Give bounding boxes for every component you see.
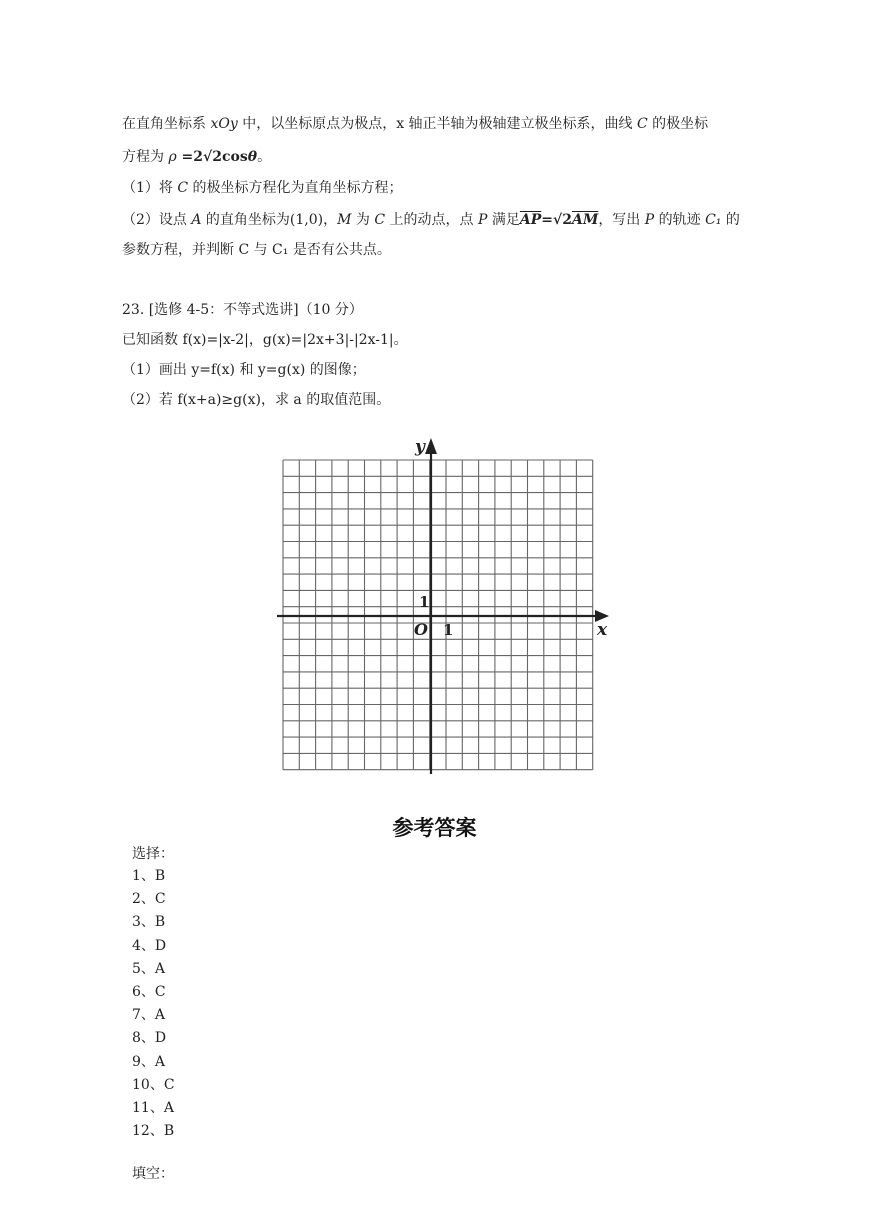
x-unit-label: 1 xyxy=(443,621,454,639)
answers-title: 参考答案 xyxy=(392,816,477,840)
answer-item: 4、D xyxy=(132,937,167,954)
vector-am: $\overline{AM}$ xyxy=(571,212,599,228)
origin-label: O xyxy=(414,620,428,639)
coordinate-grid xyxy=(265,432,615,782)
q23-heading: 23. [选修 4-5：不等式选讲]（10 分） xyxy=(122,302,363,318)
answer-item: 7、A xyxy=(132,1007,166,1024)
text: 。 xyxy=(257,149,272,165)
q22-intro-line xyxy=(122,114,708,134)
answer-item: 9、A xyxy=(132,1053,166,1070)
text: （1）将 xyxy=(122,180,178,196)
choice-heading: 选择： xyxy=(132,846,174,862)
text: ，写出 xyxy=(598,212,645,228)
text: 上的动点，点 xyxy=(385,212,478,228)
answer-item: 2、C xyxy=(132,891,166,908)
y-unit-label: 1 xyxy=(419,593,430,611)
text: 的极坐标方程化为直角坐标方程； xyxy=(188,180,403,196)
q22-equation-line xyxy=(122,147,271,167)
q23-part2: （2）若 f(x+a)≥g(x)，求 a 的取值范围。 xyxy=(122,392,391,408)
q22-part2-line2: 参数方程，并判断 C 与 C₁ 是否有公共点。 xyxy=(122,242,391,258)
answer-item: 3、B xyxy=(132,914,166,931)
q23-given: 已知函数 f(x)=|x-2|，g(x)=|2x+3|-|2x-1|。 xyxy=(122,332,408,348)
var-c: C xyxy=(374,212,386,228)
y-axis-label: y xyxy=(415,437,425,457)
var-p: P xyxy=(644,212,655,228)
y-axis-arrow-icon xyxy=(425,438,437,454)
answer-item: 6、C xyxy=(132,984,166,1000)
var-c: C xyxy=(177,180,189,196)
var-c1: C₁ xyxy=(705,212,722,228)
answer-item: 8、D xyxy=(132,1030,167,1047)
var-c: C xyxy=(637,116,648,132)
answer-item: 12、B xyxy=(132,1123,175,1140)
answer-item: 5、A xyxy=(132,960,166,977)
var-theta: θ xyxy=(247,149,258,165)
answer-item: 1、B xyxy=(132,868,166,884)
var-a: A xyxy=(191,212,202,228)
polar-equation: =2√2cos xyxy=(176,149,248,165)
q22-part2 xyxy=(122,210,740,230)
vector-relation: =√2 xyxy=(541,212,572,228)
var-xoy: xOy xyxy=(210,116,238,132)
fill-heading: 填空： xyxy=(132,1166,174,1182)
var-p: P xyxy=(478,212,488,228)
answer-item: 11、A xyxy=(132,1100,174,1116)
text: 满足 xyxy=(487,212,520,228)
text: 的轨迹 xyxy=(654,212,706,228)
text: 方程为 xyxy=(122,149,169,165)
x-axis-label: x xyxy=(597,620,608,640)
grid-lines xyxy=(283,460,593,770)
q22-part1 xyxy=(122,178,403,198)
answer-item: 10、C xyxy=(132,1076,175,1093)
var-rho: ρ xyxy=(168,149,177,165)
text: 的 xyxy=(721,212,740,228)
text: 在直角坐标系 xyxy=(122,116,211,132)
text: 中，以坐标原点为极点，x 轴正半轴为极轴建立极坐标系，曲线 xyxy=(237,116,637,132)
var-m: M xyxy=(337,212,352,228)
vector-ap: $\overline{AP}$ xyxy=(519,212,542,228)
text: 的直角坐标为(1,0)， xyxy=(201,212,338,228)
text: 的极坐标 xyxy=(647,116,709,132)
text: （2）设点 xyxy=(122,212,192,228)
text: 为 xyxy=(351,212,375,228)
q23-part1: （1）画出 y=f(x) 和 y=g(x) 的图像； xyxy=(122,362,366,378)
